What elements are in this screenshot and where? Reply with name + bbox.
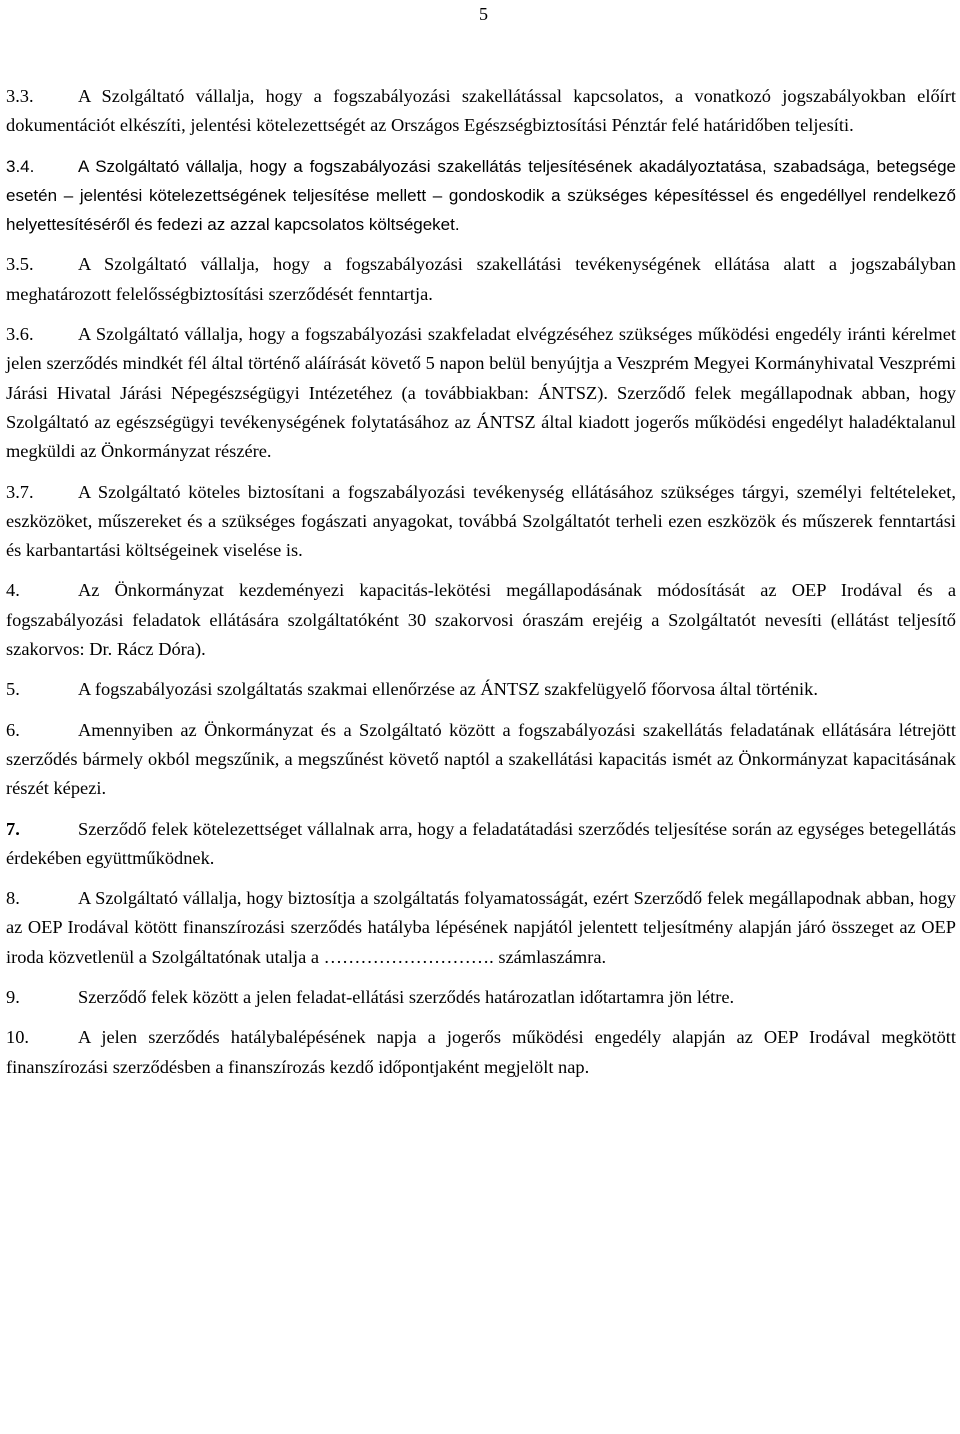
page-number: 5: [479, 4, 488, 24]
paragraph-8: [6, 884, 956, 972]
paragraph-text: Szerződő felek között a jelen feladat-ellátási szerződés határozatlan időtartamra jön létre.: [78, 987, 735, 1008]
paragraph-number: 10.: [6, 1027, 29, 1048]
paragraph-text: A Szolgáltató vállalja, hogy a fogszabályozási szakellátás teljesítésének akadályoztatása, szabadsága, betegsége esetén – jelentési kötelezettségének teljesítése mellett – gondoskodik a szükséges képesítéssel és engedéllyel rendelkező helyettesítéséről és fedezi az azzal kapcsolatos költségeket.: [6, 156, 956, 235]
paragraph-number: 3.7.: [6, 481, 34, 502]
paragraph-3-4: [6, 152, 956, 240]
paragraph-number: 5.: [6, 679, 20, 700]
paragraph-10: [6, 1023, 956, 1082]
paragraph-number: 6.: [6, 719, 20, 740]
paragraph-9: [6, 983, 956, 1012]
paragraph-text: A jelen szerződés hatálybalépésének napja a jogerős működési engedély alapján az OEP Irodával megkötött finanszírozási szerződésben a finanszírozás kezdő időpontjaként megjelölt nap.: [6, 1027, 956, 1077]
paragraph-number: 8.: [6, 888, 20, 909]
paragraph-text: A fogszabályozási szolgáltatás szakmai ellenőrzése az ÁNTSZ szakfelügyelő főorvosa által történik.: [78, 679, 818, 700]
paragraph-3-3: [6, 82, 956, 141]
paragraph-text: A Szolgáltató vállalja, hogy biztosítja a szolgáltatás folyamatosságát, ezért Szerződő felek megállapodnak abban, hogy az OEP Irodával kötött finanszírozási szerződés hatályba lépésének napjától jelentett teljesítmény alapján járó összeget az OEP iroda közvetlenül a Szolgáltatónak utalja a ………………………. számlaszámra.: [6, 888, 956, 967]
paragraph-text: A Szolgáltató vállalja, hogy a fogszabályozási szakfeladat elvégzéséhez szükséges működési engedély iránti kérelmet jelen szerződés mindkét fél által történő aláírását követő 5 napon belül benyújtja a Veszprém Megyei Kormányhivatal Veszprémi Járási Hivatal Járási Népegészségügyi Intézetéhez (a továbbiakban: ÁNTSZ). Szerződő felek megállapodnak abban, hogy Szolgáltató az egészségügyi tevékenységének folytatásához az ÁNTSZ által kiadott jogerős működési engedélyt haladéktalanul megküldi az Önkormányzat részére.: [6, 324, 956, 462]
paragraph-number: 3.6.: [6, 324, 34, 345]
paragraph-text: Az Önkormányzat kezdeményezi kapacitás-lekötési megállapodásának módosítását az OEP Irodával és a fogszabályozási feladatok ellátására szolgáltatóként 30 szakorvosi óraszám erejéig a Szolgáltatót nevesíti (ellátást teljesítő szakorvos: Dr. Rácz Dóra).: [6, 580, 956, 660]
paragraph-number: 7.: [6, 818, 20, 839]
paragraph-5: [6, 675, 956, 704]
paragraph-text: Amennyiben az Önkormányzat és a Szolgáltató között a fogszabályozási szakellátás feladatának ellátására létrejött szerződés bármely okból megszűnik, a megszűnést követő naptól a szakellátási kapacitás ismét az Önkormányzat kapacitásának részét képezi.: [6, 719, 956, 799]
paragraph-text: Szerződő felek kötelezettséget vállalnak arra, hogy a feladatátadási szerződés teljesítése során az egységes betegellátás érdekében együttműködnek.: [6, 818, 956, 868]
document-body: [6, 82, 956, 1093]
paragraph-number: 3.3.: [6, 86, 34, 106]
paragraph-number: 4.: [6, 580, 20, 601]
paragraph-3-7: [6, 478, 956, 566]
paragraph-7: [6, 815, 956, 874]
paragraph-4: [6, 576, 956, 664]
paragraph-text: A Szolgáltató köteles biztosítani a fogszabályozási tevékenység ellátásához szükséges tárgyi, személyi feltételeket, eszközöket, műszereket és a szükséges fogászati anyagokat, továbbá Szolgáltatót terheli ezen eszközök és műszerek fenntartási és karbantartási költségeinek viselése is.: [6, 481, 956, 561]
paragraph-number: 3.4.: [6, 156, 35, 176]
paragraph-text: A Szolgáltató vállalja, hogy a fogszabályozási szakellátási tevékenységének ellátása alatt a jogszabályban meghatározott felelősségbiztosítási szerződését fenntartja.: [6, 254, 956, 304]
paragraph-3-5: [6, 250, 956, 309]
paragraph-number: 3.5.: [6, 254, 34, 275]
paragraph-3-6: [6, 320, 956, 466]
paragraph-6: [6, 716, 956, 804]
paragraph-text: A Szolgáltató vállalja, hogy a fogszabályozási szakellátással kapcsolatos, a vonatkozó jogszabályokban előírt dokumentációt elkészíti, jelentési kötelezettségét az Országos Egészségbiztosítási Pénztár felé határidőben teljesíti.: [6, 86, 956, 136]
paragraph-number: 9.: [6, 987, 20, 1008]
